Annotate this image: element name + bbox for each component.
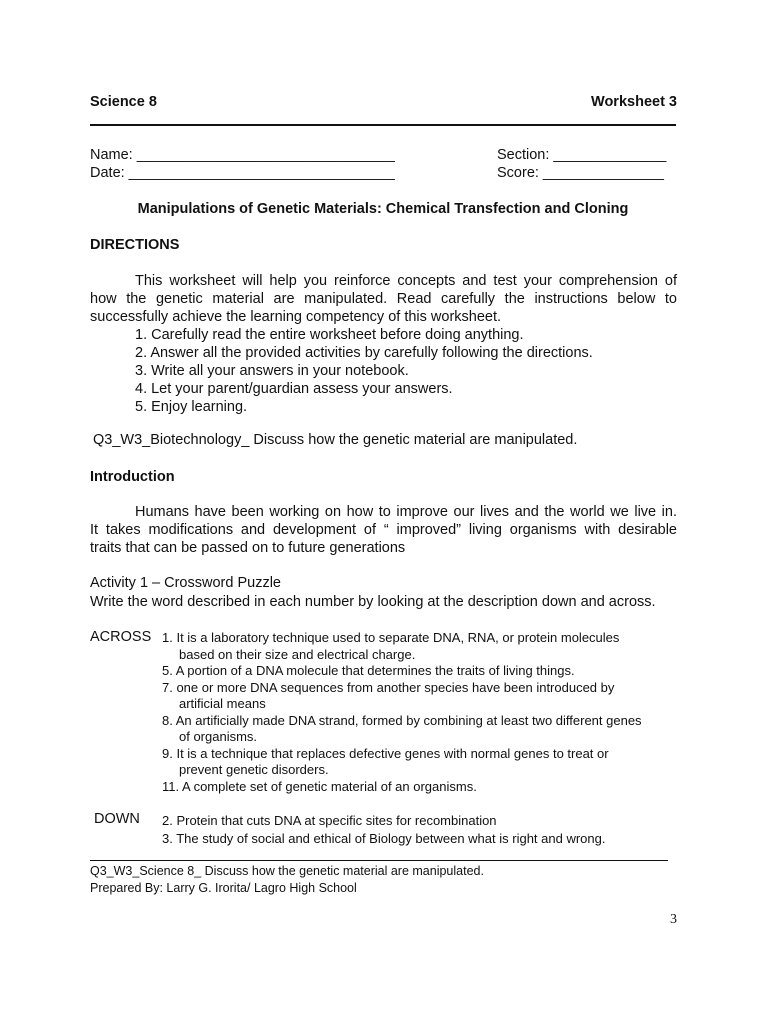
section-field: Section: ______________ <box>497 147 667 163</box>
name-field: Name: ________________________________ <box>90 147 395 163</box>
list-item: 11. A complete set of genetic material of an organisms. <box>162 778 477 794</box>
introduction-line: traits that can be passed on to future generations <box>90 540 406 556</box>
footer-prepared-by: Prepared By: Larry G. Irorita/ Lagro High School <box>90 880 357 895</box>
list-item: of organisms. <box>179 729 258 744</box>
directions-line: how the genetic material are manipulated. Read carefully the instructions below to <box>90 291 677 307</box>
page-number: 3 <box>670 912 677 927</box>
across-clues <box>162 630 642 795</box>
list-item: artificial means <box>179 696 266 711</box>
introduction-heading: Introduction <box>90 469 175 485</box>
footer-divider <box>90 860 668 861</box>
down-label: DOWN <box>94 811 140 827</box>
worksheet-title: Manipulations of Genetic Materials: Chemical Transfection and Cloning <box>137 201 629 217</box>
list-item: 3. Write all your answers in your notebook. <box>135 363 409 379</box>
introduction-paragraph <box>90 503 677 557</box>
date-field: Date: _________________________________ <box>90 165 395 181</box>
introduction-line: It takes modifications and development of “ improved” living organisms with desirable <box>90 522 677 538</box>
worksheet-number: Worksheet 3 <box>591 94 677 110</box>
list-item: 5. A portion of a DNA molecule that determines the traits of living things. <box>162 663 575 678</box>
across-label: ACROSS <box>90 629 152 645</box>
down-clues <box>162 812 605 847</box>
activity-title: Activity 1 – Crossword Puzzle <box>90 575 281 591</box>
list-item: 7. one or more DNA sequences from another species have been introduced by <box>162 679 615 695</box>
list-item: 9. It is a technique that replaces defective genes with normal genes to treat or <box>162 745 609 761</box>
list-item: 4. Let your parent/guardian assess your answers. <box>135 381 453 397</box>
learning-competency: Q3_W3_Biotechnology_ Discuss how the genetic material are manipulated. <box>93 432 578 448</box>
score-field: Score: _______________ <box>497 165 664 181</box>
list-item: prevent genetic disorders. <box>179 762 329 777</box>
directions-paragraph <box>90 272 677 326</box>
directions-steps <box>135 326 593 416</box>
directions-line: This worksheet will help you reinforce concepts and test your comprehension of <box>135 273 677 289</box>
header-divider <box>90 124 676 126</box>
list-item: 2. Protein that cuts DNA at specific sites for recombination <box>162 813 497 828</box>
list-item: 8. An artificially made DNA strand, formed by combining at least two different genes <box>162 712 642 728</box>
footer <box>90 863 484 896</box>
directions-line: successfully achieve the learning competency of this worksheet. <box>90 309 502 325</box>
list-item: 1. Carefully read the entire worksheet before doing anything. <box>135 327 524 343</box>
list-item: 5. Enjoy learning. <box>135 399 248 415</box>
directions-heading: DIRECTIONS <box>90 237 180 253</box>
list-item: 2. Answer all the provided activities by carefully following the directions. <box>135 345 593 361</box>
list-item: based on their size and electrical charge. <box>179 646 416 662</box>
introduction-line: Humans have been working on how to improve our lives and the world we live in. <box>135 504 677 520</box>
list-item: 3. The study of social and ethical of Biology between what is right and wrong. <box>162 830 606 846</box>
footer-competency: Q3_W3_Science 8_ Discuss how the genetic material are manipulated. <box>90 864 484 878</box>
activity-instruction: Write the word described in each number by looking at the description down and across. <box>90 594 656 610</box>
subject-label: Science 8 <box>90 94 157 110</box>
list-item: 1. It is a laboratory technique used to separate DNA, RNA, or protein molecules <box>162 630 620 645</box>
